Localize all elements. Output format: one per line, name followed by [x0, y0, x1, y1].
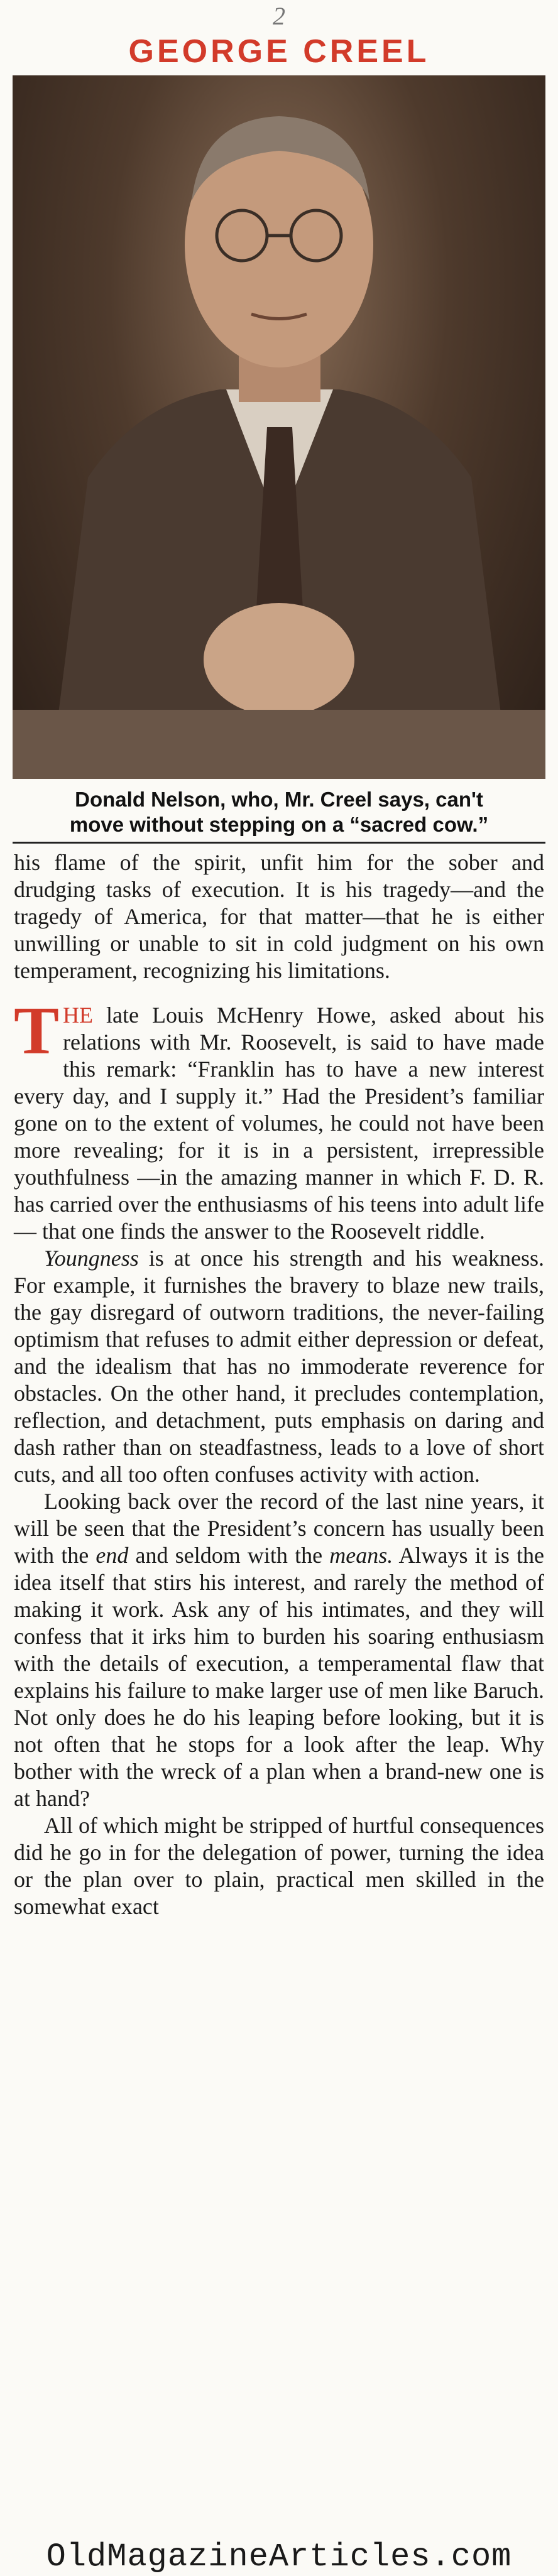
divider	[13, 842, 545, 844]
page-number: 2	[273, 2, 285, 30]
paragraph-1: his flame of the spirit, unfit him for the sober and drudging tasks of execution. It is his tragedy—and the tragedy of America, for that matter—that he is either unwilling or unable to sit in cold judgment on his own temperament, recognizing his limitations.	[14, 850, 544, 983]
article-body	[14, 849, 544, 1920]
photo-caption	[13, 787, 545, 837]
drop-cap: T	[14, 994, 60, 1068]
paragraph-4	[14, 1488, 544, 1812]
site-watermark: OldMagazineArticles.com	[46, 2538, 512, 2575]
paragraph-4-text-c: Always it is the idea itself that stirs his interest, and rarely the method of making it work. Ask any of his intimates, and they will confess that it irks him to burden his soaring enthusiasm with the details of execution, a temperamental flaw that explains his failure to make larger use of men like Baruch. Not only does he do his leaping before looking, but it is not often that he stops for a look after the leap. Why bother with the wreck of a plan when a brand-new one is at hand?	[14, 1543, 545, 1811]
portrait-illustration	[13, 75, 545, 779]
caption-line-1: Donald Nelson, who, Mr. Creel says, can't	[75, 788, 483, 811]
caption-line-2: move without stepping on a “sacred cow.”	[69, 813, 489, 836]
paragraph-3-italic: Youngness	[44, 1246, 139, 1271]
paragraph-3	[14, 1245, 544, 1488]
paragraph-2	[14, 994, 544, 1245]
paragraph-4-italic-means: means.	[329, 1543, 393, 1568]
paragraph-2-text: late Louis McHenry Howe, asked about his relations with Mr. Roosevelt, is said to have made this remark: “Franklin has to have a new interest every day, and I supply it.” Had the President’s familiar gone on to the extent of volumes, he could not have been more revealing; for it is in a persistent, irrepressible youthfulness —in the amazing manner in which F. D. R. has carried over the enthusiasms of his teens into adult life— that one finds the answer to the Roosevelt riddle.	[14, 1003, 544, 1244]
paragraph-5: All of which might be stripped of hurtful consequences did he go in for the delegation of power, turning the idea or the plan over to plain, practical men skilled in the somewhat exact	[14, 1813, 544, 1919]
article-header: GEORGE CREEL	[128, 33, 430, 70]
paragraph-2-lead: HE	[63, 1003, 94, 1028]
paragraph-4-text-a: Looking back over the record of the last nine years, it will be seen that the President’s concern has usually been with the	[14, 1489, 544, 1568]
paragraph-4-text-b: and seldom with the	[128, 1543, 330, 1568]
paragraph-3-text: is at once his strength and his weakness. For example, it furnishes the bravery to blaze new trails, the gay disregard of outworn traditions, the never-failing optimism that refuses to admit either depression or defeat, and the idealism that has no immoderate reverence for obstacles. On the other hand, it precludes contemplation, reflection, and detachment, puts emphasis on daring and dash rather than on steadfastness, leads to a love of short cuts, and all too often confuses activity with action.	[14, 1246, 544, 1487]
portrait-photo	[13, 75, 545, 779]
paragraph-4-italic-end: end	[96, 1543, 129, 1568]
